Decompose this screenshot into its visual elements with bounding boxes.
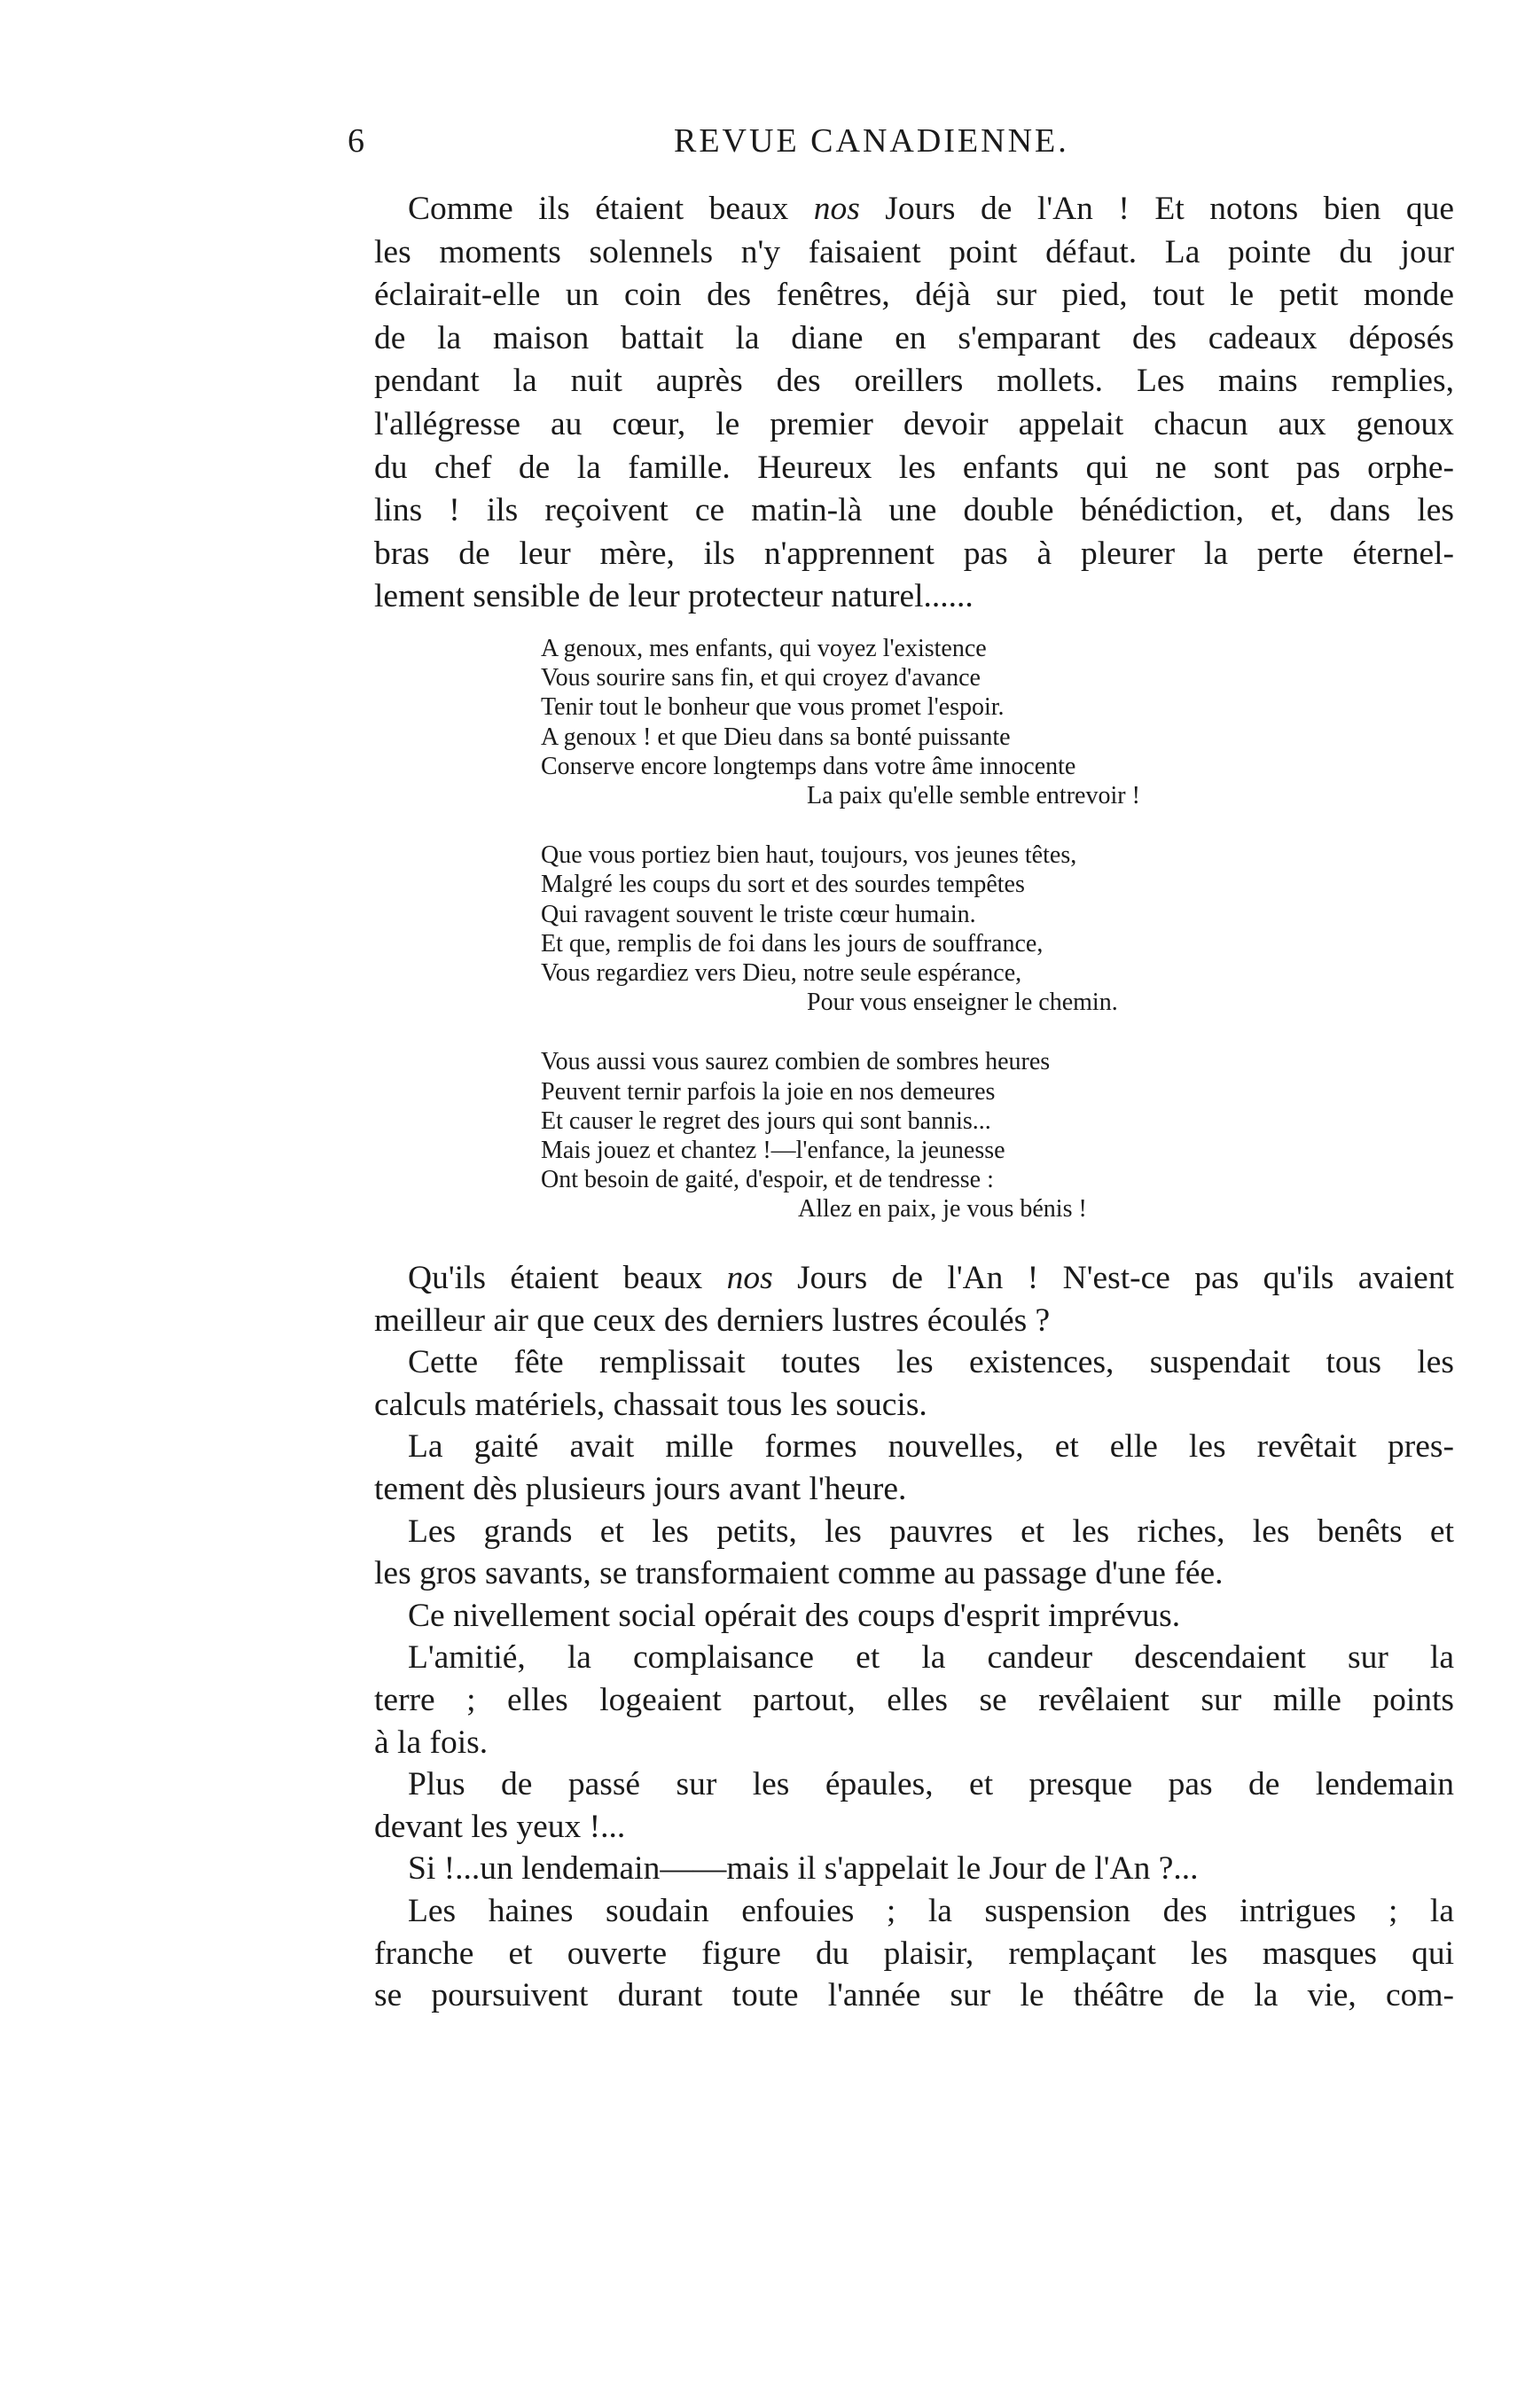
paragraph-2 (374, 1257, 1454, 2017)
paragraph-1-line (374, 188, 1454, 231)
paragraph-2-line: franche et ouverte figure du plaisir, remplaçant les masques qui (374, 1935, 1454, 1972)
paragraph-1-line: l'allégresse au cœur, le premier devoir appelait chacun aux genoux (374, 405, 1454, 442)
paragraph-1-line: lement sensible de leur protecteur naturel...... (374, 578, 974, 615)
verse-line: Vous aussi vous saurez combien de sombres heures (541, 1048, 1051, 1076)
paragraph-2-line: La gaité avait mille formes nouvelles, et elle les revêtait pres- (408, 1428, 1454, 1466)
verse-refrain: Allez en paix, je vous bénis ! (798, 1195, 1087, 1224)
paragraph-1-line-start: Comme ils étaient beaux (408, 191, 814, 227)
paragraph-2-line: Les haines soudain enfouies ; la suspension des intrigues ; la (408, 1892, 1454, 1929)
verse-line: Mais jouez et chantez !—l'enfance, la jeunesse (541, 1137, 1005, 1165)
paragraph-2-line: se poursuivent durant toute l'année sur le théâtre de la vie, com- (374, 1977, 1454, 2014)
verse-line: Ont besoin de gaité, d'espoir, et de tendresse : (541, 1166, 994, 1194)
paragraph-2-italic: nos (726, 1260, 773, 1296)
paragraph-2-line: terre ; elles logeaient partout, elles se revêlaient sur mille points (374, 1681, 1454, 1718)
verse-line: Tenir tout le bonheur que vous promet l'espoir. (541, 693, 1005, 722)
paragraph-1-line: bras de leur mère, ils n'apprennent pas à pleurer la perte éternel- (374, 535, 1454, 572)
verse-line: Qui ravagent souvent le triste cœur humain. (541, 900, 976, 928)
verse-line: A genoux ! et que Dieu dans sa bonté puissante (541, 723, 1011, 751)
poem (541, 634, 1250, 1255)
paragraph-1-line: pendant la nuit auprès des oreillers mollets. Les mains remplies, (374, 363, 1454, 400)
paragraph-1-line: lins ! ils reçoivent ce matin-là une double bénédiction, et, dans les (374, 492, 1454, 529)
verse-refrain: La paix qu'elle semble entrevoir ! (807, 782, 1140, 810)
paragraph-2-line: calculs matériels, chassait tous les soucis. (374, 1386, 927, 1423)
paragraph-1-italic: nos (813, 191, 860, 227)
paragraph-2-line: Si !...un lendemain——mais il s'appelait le Jour de l'An ?... (408, 1850, 1199, 1888)
paragraph-1-line: du chef de la famille. Heureux les enfants qui ne sont pas orphe- (374, 449, 1454, 486)
verse-line: Vous regardiez vers Dieu, notre seule espérance, (541, 959, 1022, 988)
paragraph-2-line-rest: Jours de l'An ! N'est-ce pas qu'ils avaient (772, 1260, 1454, 1296)
paragraph-1-line: les moments solennels n'y faisaient point défaut. La pointe du jour (374, 233, 1454, 270)
paragraph-2-line: à la fois. (374, 1724, 489, 1761)
verse-line: Conserve encore longtemps dans votre âme innocente (541, 752, 1076, 780)
paragraph-2-line: Ce nivellement social opérait des coups d'esprit imprévus. (408, 1597, 1181, 1634)
verse-line: Malgré les coups du sort et des sourdes tempêtes (541, 871, 1025, 899)
running-title: REVUE CANADIENNE. (674, 122, 1069, 160)
paragraph-2-line: Plus de passé sur les épaules, et presque pas de lendemain (408, 1766, 1454, 1803)
paragraph-2-line (374, 1257, 1454, 1300)
paragraph-2-line: tement dès plusieurs jours avant l'heure. (374, 1470, 907, 1507)
verse-line: Peuvent ternir parfois la joie en nos demeures (541, 1077, 996, 1106)
paragraph-2-line: devant les yeux !... (374, 1808, 626, 1845)
paragraph-2-line: Les grands et les petits, les pauvres et les riches, les benêts et (408, 1513, 1454, 1550)
poem-stanza-3 (541, 1047, 1250, 1224)
paragraph-1-line: de la maison battait la diane en s'emparant des cadeaux déposés (374, 319, 1454, 356)
paragraph-2-line: meilleur air que ceux des derniers lustres écoulés ? (374, 1302, 1051, 1339)
paragraph-2-line-start: Qu'ils étaient beaux (408, 1260, 727, 1296)
paragraph-2-line: Cette fête remplissait toutes les existences, suspendait tous les (408, 1344, 1454, 1381)
verse-line: A genoux, mes enfants, qui voyez l'existence (541, 635, 987, 662)
verse-line: Et que, remplis de foi dans les jours de souffrance, (541, 929, 1044, 958)
verse-refrain: Pour vous enseigner le chemin. (807, 989, 1118, 1017)
verse-line: Et causer le regret des jours qui sont bannis... (541, 1106, 991, 1135)
poem-stanza-1 (541, 634, 1250, 810)
paragraph-1 (374, 188, 1454, 619)
paragraph-1-line-rest: Jours de l'An ! Et notons bien que (859, 191, 1454, 227)
poem-stanza-2 (541, 840, 1250, 1017)
verse-line: Que vous portiez bien haut, toujours, vos jeunes têtes, (541, 841, 1077, 870)
verse-line: Vous sourire sans fin, et qui croyez d'avance (541, 664, 981, 692)
page-number: 6 (348, 122, 364, 160)
paragraph-2-line: les gros savants, se transformaient comme au passage d'une fée. (374, 1555, 1224, 1592)
paragraph-2-line: L'amitié, la complaisance et la candeur descendaient sur la (408, 1639, 1454, 1677)
paragraph-1-line: éclairait-elle un coin des fenêtres, déjà sur pied, tout le petit monde (374, 277, 1454, 314)
